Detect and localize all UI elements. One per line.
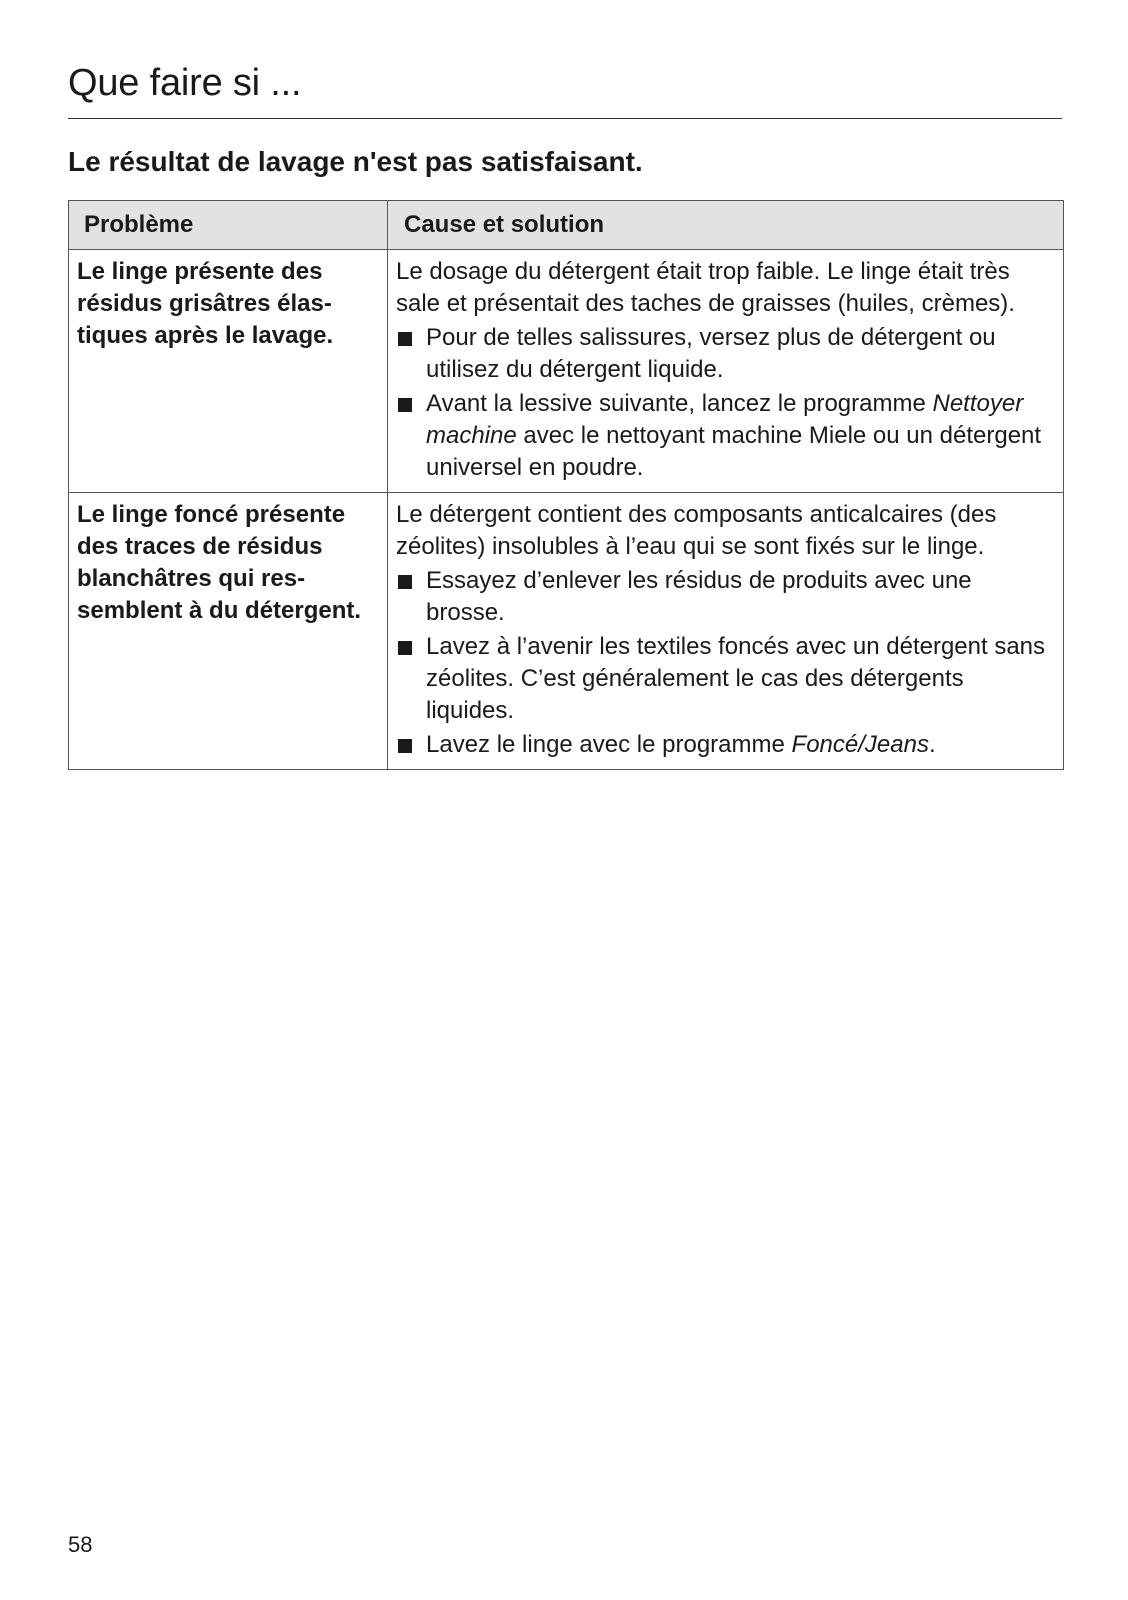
solution-text-before: Lavez le linge avec le programme	[426, 731, 792, 758]
header-problem: Problème	[69, 201, 388, 250]
solution-item	[396, 388, 1051, 484]
square-bullet-icon	[398, 332, 412, 346]
table-row	[69, 250, 1064, 493]
square-bullet-icon	[398, 739, 412, 753]
solution-item	[396, 565, 1051, 629]
problem-cell: Le linge présente des résidus grisâtres élastiques après le lavage.	[69, 250, 388, 493]
section-title: Le résultat de lavage n'est pas satisfaisant.	[68, 146, 643, 177]
square-bullet-icon	[398, 575, 412, 589]
program-name: Nettoyer machine	[426, 390, 1024, 449]
cause-text: Le détergent contient des composants anticalcaires (des zéolites) insolubles à l’eau qui se sont fixés sur le linge.	[396, 501, 997, 560]
table-header-row	[69, 201, 1064, 250]
program-name: Foncé/Jeans	[791, 731, 929, 758]
header-cause-solution: Cause et solution	[388, 201, 1064, 250]
solution-list	[396, 322, 1051, 484]
problem-cell: Le linge foncé présente des traces de résidus blanchâtres qui ressemblent à du détergent.	[69, 493, 388, 770]
title-divider	[68, 118, 1062, 119]
solution-text-after: .	[928, 731, 936, 758]
cause-text: Le dosage du détergent était trop faible. Le linge était très sale et présentait des taches de graisses (huiles, crèmes).	[396, 258, 1015, 317]
solution-text-before: Avant la lessive suivante, lancez le programme	[426, 390, 933, 417]
page-title: Que faire si ...	[68, 62, 302, 104]
solution-text: Pour de telles salissures, versez plus de détergent ou utilisez du détergent liquide.	[426, 324, 996, 383]
table-row	[69, 493, 1064, 770]
solution-item	[396, 729, 1051, 761]
cause-solution-cell	[388, 493, 1064, 770]
square-bullet-icon	[398, 641, 412, 655]
solution-text: Essayez d’enlever les résidus de produits avec une brosse.	[426, 567, 972, 626]
troubleshooting-table	[68, 200, 1064, 770]
cause-solution-cell	[388, 250, 1064, 493]
page-number: 58	[68, 1532, 93, 1557]
solution-text-after: avec le nettoyant machine Miele ou un détergent universel en poudre.	[426, 422, 1042, 481]
solution-item	[396, 631, 1051, 727]
solution-text: Lavez à l’avenir les textiles foncés avec un détergent sans zéolites. C’est généralement le cas des détergents liquides.	[426, 633, 1046, 724]
solution-item	[396, 322, 1051, 386]
square-bullet-icon	[398, 398, 412, 412]
solution-list	[396, 565, 1051, 761]
